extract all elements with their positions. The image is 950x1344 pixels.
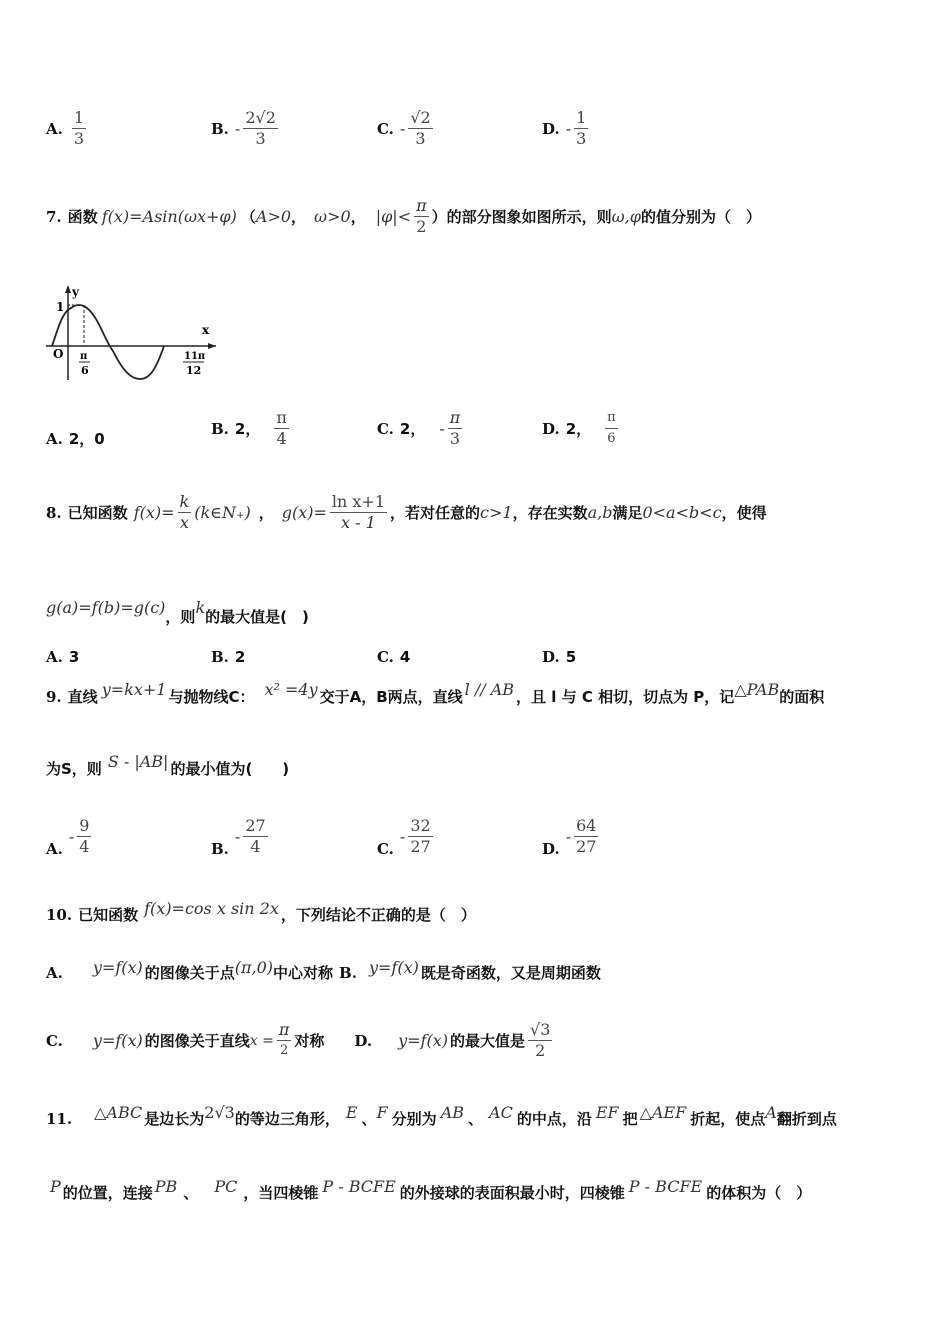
numerator: 9 bbox=[79, 815, 90, 835]
tick-pi-6-num: π bbox=[80, 351, 88, 362]
formula: f(x)=cos x sin 2x bbox=[144, 899, 279, 918]
option-label: D. bbox=[542, 419, 560, 438]
q9-option-d: D. - $\frac{64}{27}$ bbox=[542, 815, 597, 858]
denominator: 4 bbox=[276, 429, 287, 448]
text: 与抛物线C： bbox=[168, 688, 255, 706]
numerator: π bbox=[278, 1020, 290, 1039]
q6-option-b bbox=[211, 108, 281, 149]
formula: f(x)=Asin(ωx+φ) bbox=[101, 207, 237, 226]
numerator: ln x+1 bbox=[331, 492, 385, 511]
text: 折起，使点 bbox=[690, 1110, 766, 1128]
formula: |φ|< bbox=[375, 207, 412, 226]
text: 既是奇函数，又是周期函数 bbox=[420, 964, 601, 982]
denominator: 3 bbox=[73, 129, 85, 148]
formula: PC bbox=[214, 1177, 238, 1196]
text: 已知函数 bbox=[67, 504, 128, 522]
sine-curve bbox=[52, 305, 164, 379]
formula: (π,0) bbox=[234, 958, 274, 977]
question-number: 11. bbox=[46, 1109, 73, 1128]
denominator: 3 bbox=[415, 129, 426, 148]
question-number: 10. bbox=[46, 905, 73, 924]
fraction bbox=[277, 1020, 292, 1061]
option-label: A. bbox=[46, 648, 63, 666]
option-text: 2， bbox=[234, 420, 261, 438]
formula: 0<a<b<c bbox=[642, 503, 722, 522]
formula: g(a)=f(b)=g(c) bbox=[46, 598, 166, 617]
formula: △AEF bbox=[639, 1103, 687, 1122]
formula: l // AB bbox=[464, 680, 515, 699]
q11-stem-line2 bbox=[46, 1177, 812, 1203]
q8-stem bbox=[46, 492, 767, 533]
text: 把 bbox=[622, 1110, 638, 1128]
formula: y=f(x) bbox=[92, 1031, 143, 1050]
fraction bbox=[72, 108, 86, 149]
text: 已知函数 bbox=[78, 906, 139, 924]
formula: k bbox=[195, 598, 206, 617]
fraction bbox=[605, 408, 618, 449]
text: 交于A，B两点，直线 bbox=[319, 688, 463, 706]
q7-option-d bbox=[542, 408, 621, 449]
option-label: C. bbox=[377, 840, 394, 858]
formula: y=f(x) bbox=[398, 1031, 448, 1050]
q9-stem bbox=[46, 680, 825, 707]
numerator: π bbox=[449, 408, 461, 427]
text: ）的部分图象如图所示，则 bbox=[431, 208, 612, 226]
denominator: 6 bbox=[607, 431, 616, 446]
text: 、 bbox=[468, 1110, 484, 1128]
x-label: x bbox=[202, 323, 210, 337]
formula: 2√3 bbox=[204, 1103, 235, 1122]
option-text: 2， bbox=[399, 420, 426, 438]
q7-option-c bbox=[377, 408, 465, 449]
q7-option-b bbox=[211, 408, 292, 449]
option-label: C. bbox=[377, 419, 394, 438]
option-text: 2， bbox=[565, 420, 592, 438]
text: 对称 bbox=[294, 1032, 325, 1050]
text: ，存在实数 bbox=[512, 504, 588, 522]
text: 的面积 bbox=[779, 688, 825, 706]
fraction bbox=[274, 408, 289, 449]
option-label: A. bbox=[46, 963, 63, 982]
text: 的中点，沿 bbox=[516, 1110, 592, 1128]
formula: a,b bbox=[587, 503, 613, 522]
text: 为S，则 bbox=[46, 760, 102, 778]
formula: (k∈N₊) bbox=[194, 503, 251, 522]
text: 的等边三角形， bbox=[234, 1110, 340, 1128]
text: ， bbox=[350, 208, 366, 226]
numerator: 2√2 bbox=[245, 108, 276, 127]
text: 翻折到点 bbox=[776, 1110, 837, 1128]
option-text: 4 bbox=[399, 648, 411, 666]
formula: P bbox=[50, 1177, 61, 1196]
formula: AB bbox=[440, 1103, 464, 1122]
text: 分别为 bbox=[391, 1110, 437, 1128]
denominator: 27 bbox=[576, 836, 597, 856]
formula: y=f(x) bbox=[368, 958, 419, 977]
denominator: 4 bbox=[250, 836, 261, 856]
formula: c>1 bbox=[480, 503, 513, 522]
text: 的图像关于点 bbox=[144, 964, 235, 982]
text: ， bbox=[291, 208, 307, 226]
fraction bbox=[414, 196, 429, 237]
formula: g(x)= bbox=[281, 503, 327, 522]
formula: AC bbox=[489, 1103, 513, 1122]
y-label: y bbox=[72, 285, 79, 299]
question-number: 8. bbox=[46, 503, 62, 522]
fraction bbox=[408, 108, 432, 149]
denominator: 2 bbox=[279, 1043, 289, 1058]
text: 的最大值是 bbox=[449, 1032, 525, 1050]
option-label: C. bbox=[377, 648, 394, 666]
q11-stem bbox=[46, 1103, 837, 1129]
text: ，则 bbox=[165, 608, 196, 626]
option-text: 3 bbox=[68, 648, 80, 666]
text: ，若对任意的 bbox=[390, 504, 481, 522]
numerator: 64 bbox=[576, 815, 597, 835]
fraction bbox=[77, 816, 91, 857]
text: 是边长为 bbox=[144, 1110, 205, 1128]
option-label: D. bbox=[542, 119, 560, 138]
denominator: x - 1 bbox=[341, 513, 376, 532]
q7-stem bbox=[46, 196, 761, 237]
option-label: B. bbox=[339, 963, 357, 982]
formula: F bbox=[376, 1103, 388, 1122]
formula: A bbox=[765, 1103, 777, 1122]
option-label: B. bbox=[211, 648, 229, 666]
q10-stem bbox=[46, 899, 476, 925]
text: 、 bbox=[183, 1184, 199, 1202]
sign: - bbox=[439, 419, 445, 438]
fraction bbox=[448, 408, 463, 449]
option-text: 2，0 bbox=[68, 430, 105, 448]
sign: - bbox=[399, 119, 406, 138]
option-label: D. bbox=[542, 648, 560, 666]
fraction bbox=[574, 108, 588, 149]
formula: ω>0 bbox=[314, 207, 351, 226]
formula: f(x)= bbox=[133, 503, 175, 522]
text: 中心对称 bbox=[273, 964, 334, 982]
tick-1: 1 bbox=[56, 300, 65, 314]
text: 直线 bbox=[67, 688, 98, 706]
q8-option-c bbox=[377, 648, 410, 666]
question-number: 9. bbox=[46, 687, 62, 706]
text: 的最小值为( ) bbox=[170, 760, 290, 778]
q9-stem-line2 bbox=[46, 752, 290, 779]
text: 函数 bbox=[67, 208, 98, 226]
formula: S - |AB| bbox=[107, 752, 169, 771]
fraction bbox=[528, 1020, 552, 1061]
text: 满足 bbox=[612, 504, 643, 522]
fraction bbox=[178, 492, 192, 533]
fraction bbox=[330, 492, 387, 533]
option-label: A. bbox=[46, 119, 63, 138]
option-label: C. bbox=[377, 119, 394, 138]
text: 的值分别为（ ） bbox=[640, 208, 761, 226]
denominator: 4 bbox=[79, 836, 90, 856]
text: 、 bbox=[361, 1110, 377, 1128]
numerator: √3 bbox=[530, 1020, 551, 1039]
text: ，使得 bbox=[721, 504, 767, 522]
formula: x² =4y bbox=[264, 680, 318, 699]
option-label: D. bbox=[542, 840, 560, 858]
q9-option-c: C. - $\frac{32}{27}$ bbox=[377, 815, 431, 858]
denominator: 27 bbox=[410, 836, 431, 856]
formula: P - BCFE bbox=[322, 1177, 396, 1196]
text: ， bbox=[258, 504, 274, 522]
q9-option-a: A. - $\frac{9}{4}$ bbox=[46, 815, 90, 858]
numerator: √2 bbox=[410, 108, 431, 127]
numerator: 1 bbox=[576, 108, 587, 127]
sine-graph-figure bbox=[44, 284, 219, 382]
text: （ bbox=[240, 208, 256, 226]
x-axis-arrow-icon bbox=[208, 343, 216, 349]
y-axis-arrow-icon bbox=[65, 285, 71, 293]
formula: EF bbox=[595, 1103, 619, 1122]
origin-label: O bbox=[53, 347, 64, 361]
numerator: 1 bbox=[73, 108, 85, 127]
option-text: 2 bbox=[234, 648, 246, 666]
text: ，当四棱锥 bbox=[243, 1184, 319, 1202]
question-number: 7. bbox=[46, 207, 62, 226]
q9-option-b: B. - $\frac{27}{4}$ bbox=[211, 815, 266, 858]
option-label: B. bbox=[211, 119, 229, 138]
fraction bbox=[243, 816, 267, 857]
fraction bbox=[243, 108, 278, 149]
denominator: 3 bbox=[255, 129, 266, 148]
q10-option-a bbox=[46, 958, 601, 983]
q8-option-a bbox=[46, 648, 79, 666]
q10-option-c bbox=[46, 1020, 555, 1061]
sign: - bbox=[234, 119, 241, 138]
numerator: 32 bbox=[410, 815, 431, 835]
option-label: C. bbox=[46, 1031, 63, 1050]
q6-option-a bbox=[46, 108, 89, 149]
denominator: 2 bbox=[416, 217, 427, 236]
denominator: 3 bbox=[449, 429, 461, 448]
text: 的体积为（ ） bbox=[706, 1184, 812, 1202]
q6-option-d bbox=[542, 108, 591, 149]
q8-option-b bbox=[211, 648, 245, 666]
q8-option-d bbox=[542, 648, 576, 666]
numerator: π bbox=[416, 196, 427, 215]
denominator: x bbox=[179, 513, 189, 532]
option-text: 5 bbox=[565, 648, 577, 666]
text: ，且 l 与 C 相切，切点为 P，记 bbox=[516, 688, 735, 706]
numerator: π bbox=[276, 408, 287, 427]
formula: △ABC bbox=[94, 1103, 143, 1122]
text: ，下列结论不正确的是（ ） bbox=[280, 906, 476, 924]
q8-stem-line2 bbox=[46, 588, 309, 627]
text: 的外接球的表面积最小时，四棱锥 bbox=[399, 1184, 625, 1202]
denominator: 3 bbox=[576, 129, 587, 148]
option-label: A. bbox=[46, 840, 63, 858]
q7-option-a bbox=[46, 428, 105, 449]
text: 的最大值是( ) bbox=[205, 608, 309, 626]
denominator: 2 bbox=[535, 1041, 546, 1060]
formula: E bbox=[345, 1103, 358, 1122]
fraction bbox=[408, 816, 432, 857]
sign: - bbox=[565, 119, 572, 138]
option-label: B. bbox=[211, 419, 229, 438]
text: 的位置，连接 bbox=[62, 1184, 153, 1202]
q6-option-c bbox=[377, 108, 436, 149]
option-label: A. bbox=[46, 429, 63, 448]
tick-pi-6-den: 6 bbox=[81, 364, 89, 377]
numerator: k bbox=[179, 492, 190, 511]
formula: PB bbox=[154, 1177, 178, 1196]
text: 的图像关于直线 bbox=[144, 1032, 250, 1050]
formula: △PAB bbox=[734, 680, 780, 699]
formula: P - BCFE bbox=[628, 1177, 703, 1196]
option-label: D. bbox=[354, 1031, 373, 1050]
numerator: π bbox=[605, 408, 618, 429]
formula: A>0 bbox=[255, 207, 292, 226]
formula: ω,φ bbox=[611, 207, 641, 226]
tick-11pi-12-den: 12 bbox=[186, 364, 202, 377]
formula: y=f(x) bbox=[92, 958, 143, 977]
fraction bbox=[574, 816, 598, 857]
numerator: 27 bbox=[245, 815, 266, 835]
formula: y=kx+1 bbox=[101, 680, 167, 699]
formula: x = bbox=[249, 1032, 274, 1049]
option-label: B. bbox=[211, 840, 229, 858]
tick-11pi-12-num: 11π bbox=[184, 351, 206, 362]
